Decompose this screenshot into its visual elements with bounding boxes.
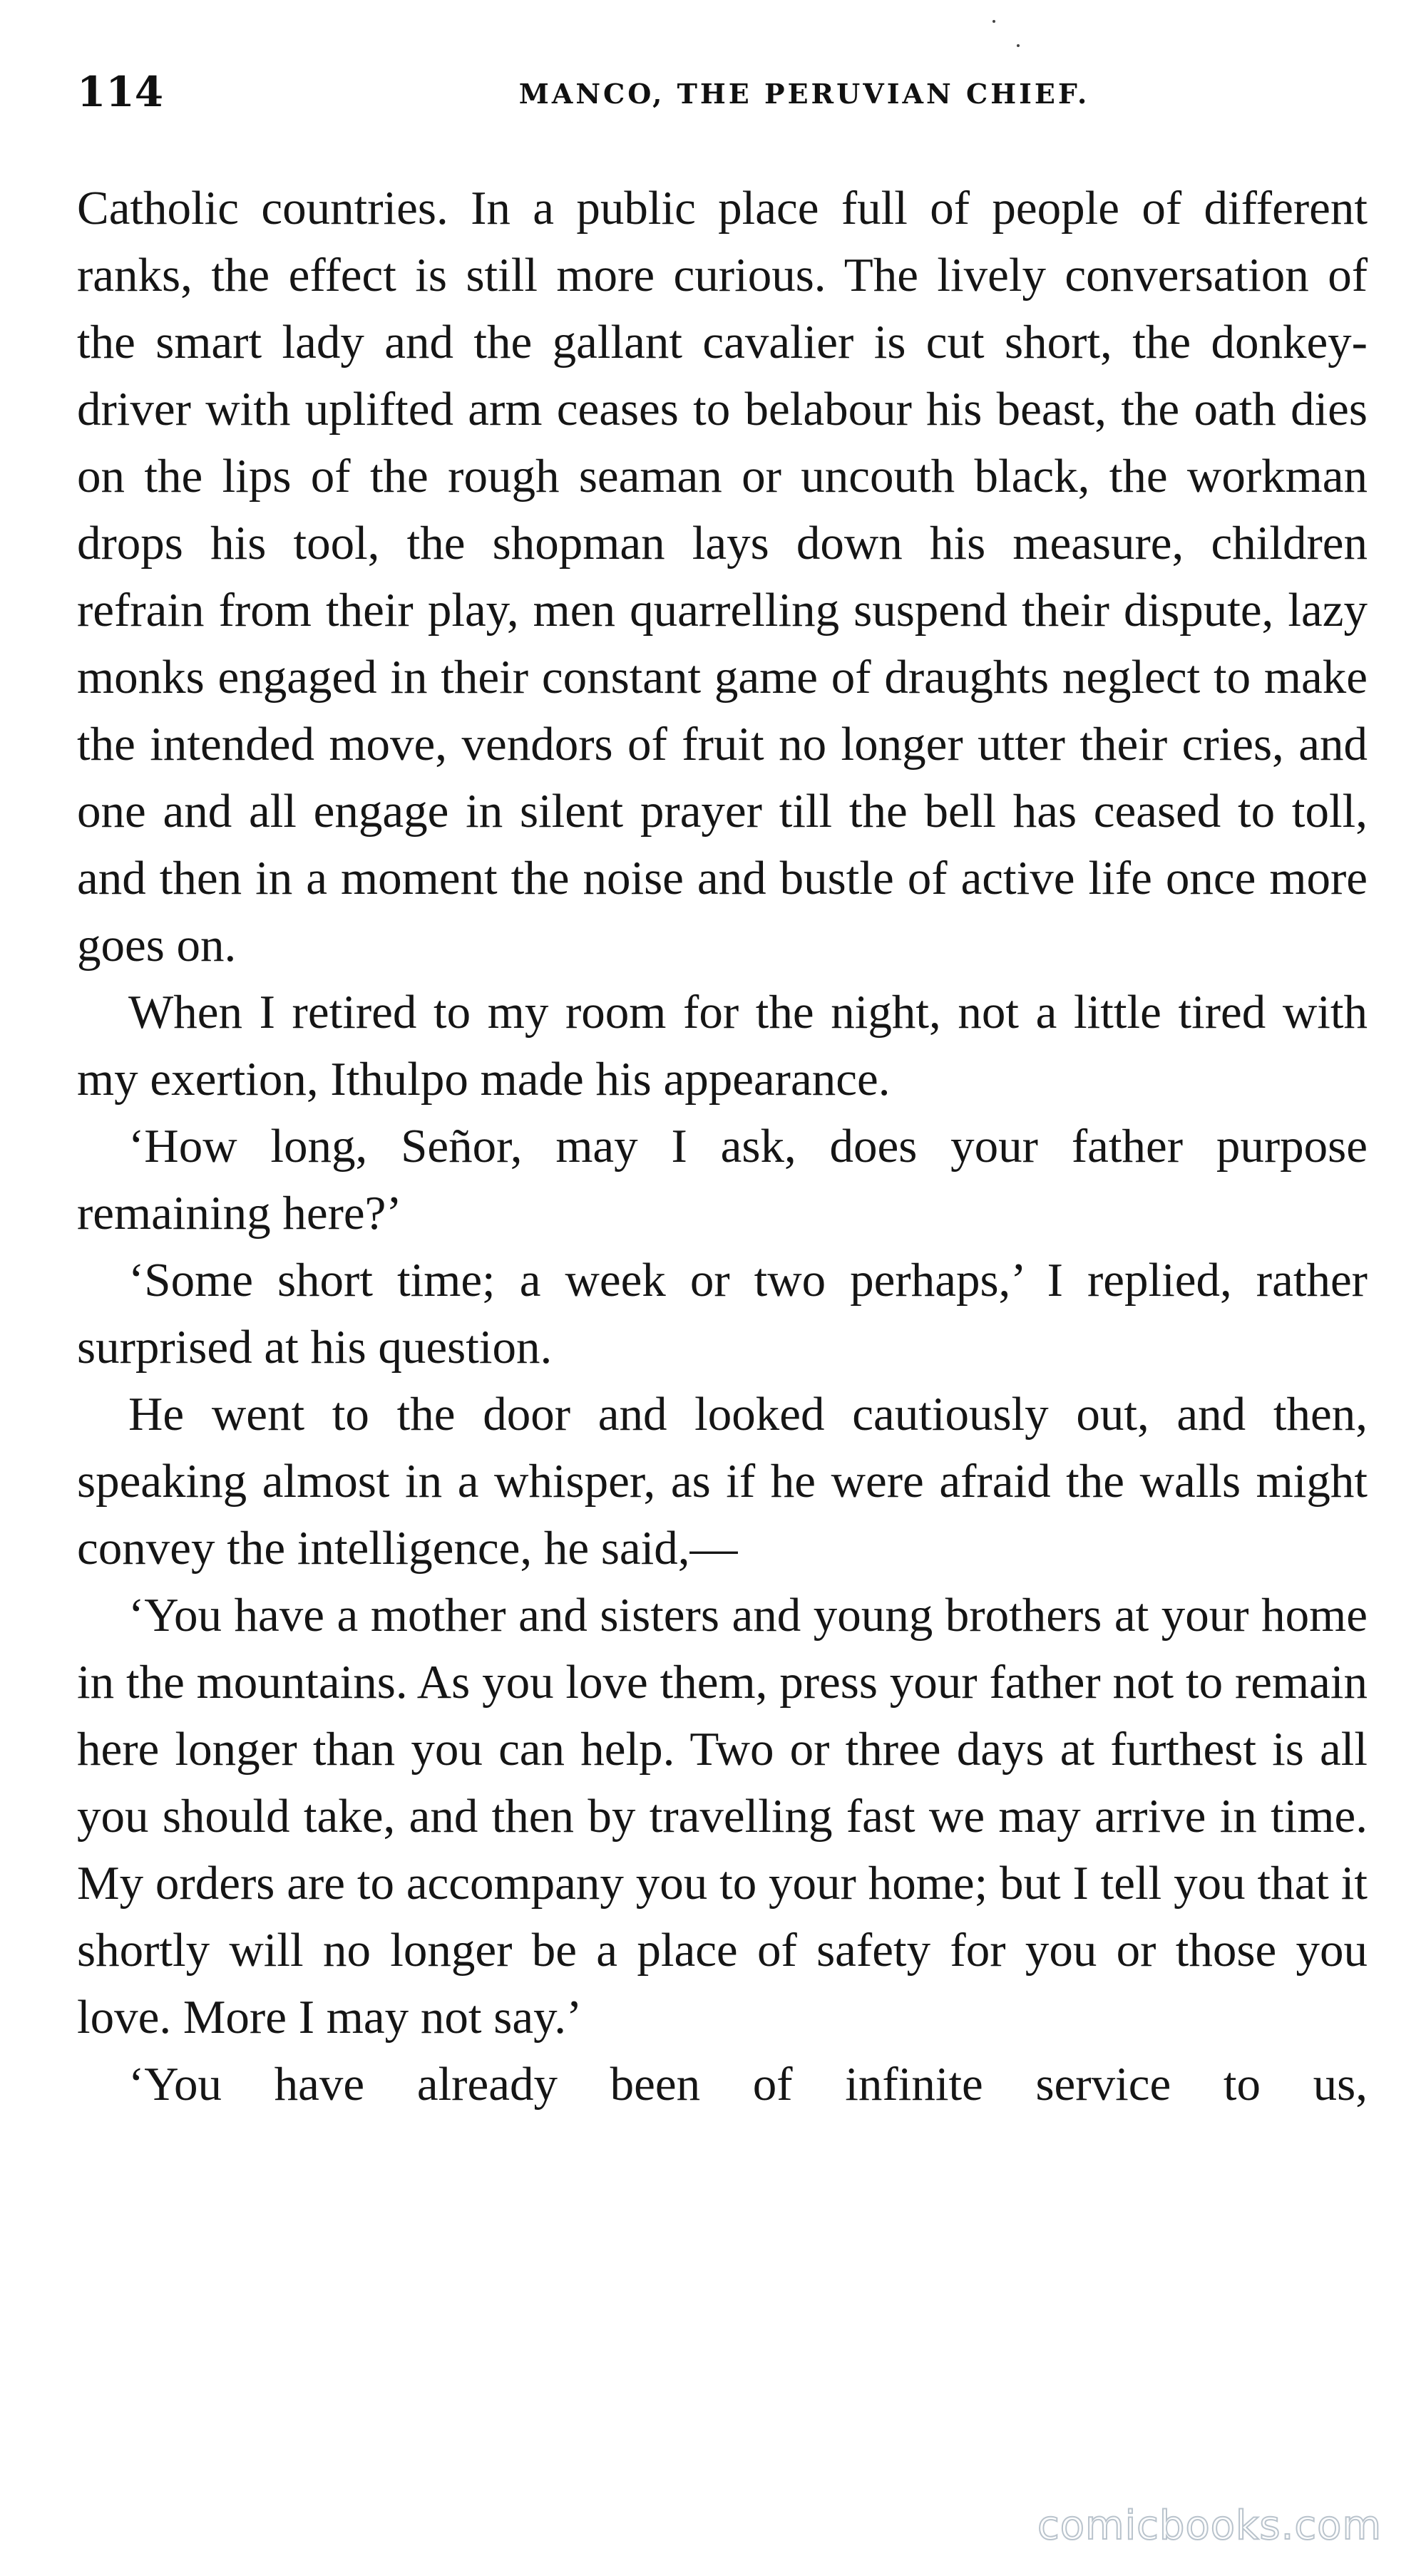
paragraph: ‘You have a mother and sisters and young brothers at your home in the mountains. As you love them, press your father not to remain here longer than you can help. Two or three days at furthest is all you should take, and then by travelling fast we may arrive in time. My orders are to accompany you to your home; but I tell you that it shortly will no longer be a place of safety for you or those you love. More I may not say.’ bbox=[77, 1589, 1368, 2044]
body-text bbox=[77, 175, 1368, 2118]
paragraph: ‘How long, Señor, may I ask, does your father purpose remaining here?’ bbox=[77, 1120, 1368, 1240]
paragraph: ‘Some short time; a week or two perhaps,’ I replied, rather surprised at his question. bbox=[77, 1254, 1368, 1374]
paragraph: When I retired to my room for the night, not a little tired with my exertion, Ithulpo made his appearance. bbox=[77, 986, 1368, 1106]
print-speck bbox=[992, 20, 995, 23]
running-title: MANCO, THE PERUVIAN CHIEF. bbox=[518, 78, 1090, 110]
paragraph: ‘You have already been of infinite service to us, bbox=[128, 2058, 1368, 2111]
paragraph: He went to the door and looked cautiously out, and then, speaking almost in a whisper, as if he were afraid the walls might convey the intelligence, he said,— bbox=[77, 1388, 1368, 1575]
page-number: 114 bbox=[77, 68, 164, 116]
page-header bbox=[77, 68, 1368, 125]
print-speck bbox=[1017, 44, 1020, 47]
paragraph: Catholic countries. In a public place full of people of different ranks, the effect is still more curious. The lively conversation of the smart lady and the gallant cavalier is cut short, the donkey-driver with uplifted arm ceases to belabour his beast, the oath dies on the lips of the rough seaman or uncouth black, the workman drops his tool, the shopman lays down his measure, children refrain from their play, men quarrelling suspend their dispute, lazy monks engaged in their constant game of draughts neglect to make the intended move, vendors of fruit no longer utter their cries, and one and all engage in silent prayer till the bell has ceased to toll, and then in a moment the noise and bustle of active life once more goes on. bbox=[77, 182, 1368, 972]
watermark: comicbooks.com bbox=[1037, 2503, 1382, 2549]
